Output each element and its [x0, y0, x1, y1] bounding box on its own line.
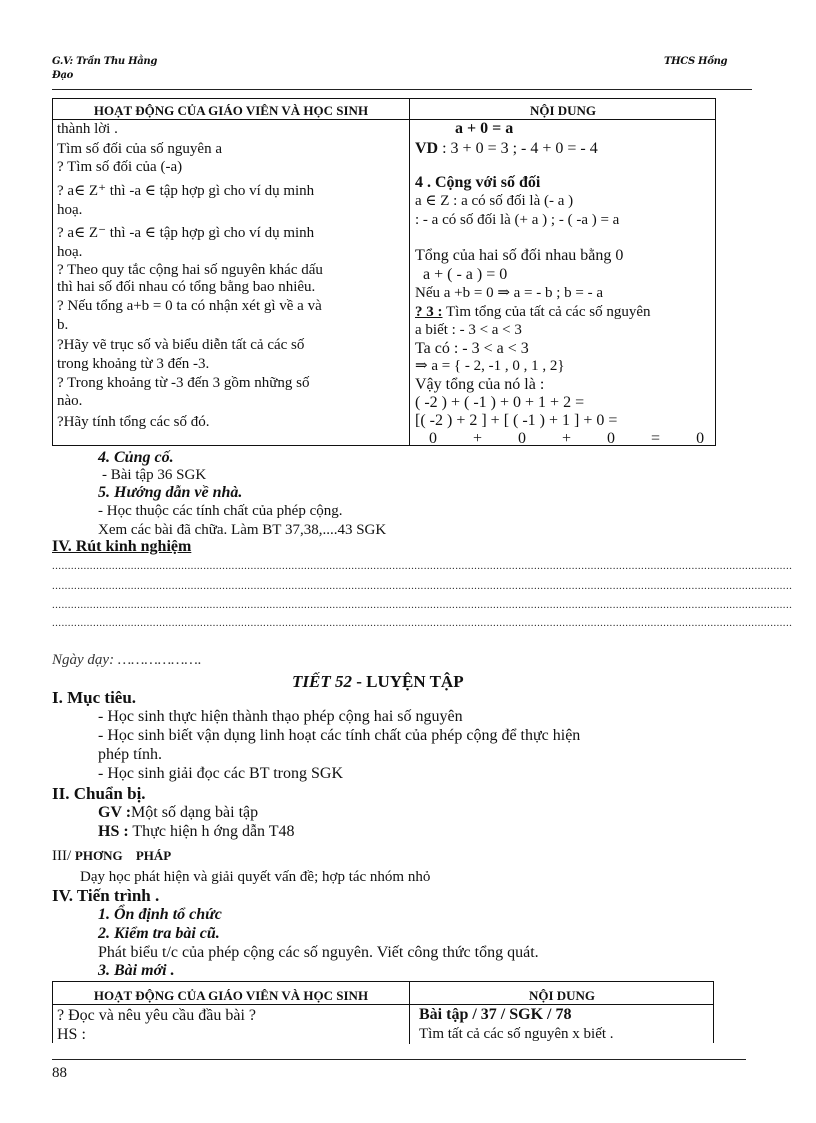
step-2-text: Phát biểu t/c của phép cộng các số nguyên. Viết công thức tổng quát. — [98, 944, 539, 961]
teacher-name: G.V: Trần Thu Hằng — [52, 56, 158, 67]
left-line: ? Trong khoảng từ -3 đến 3 gồm những số — [57, 375, 310, 391]
method-number: III/ — [52, 848, 72, 864]
left-line: hoạ. — [57, 244, 83, 260]
method-title — [52, 848, 171, 865]
homework-item-1: - Học thuộc các tính chất của phép cộng. — [98, 503, 343, 519]
homework-item-2: Xem các bài đã chữa. Làm BT 37,38,....43 SGK — [98, 522, 387, 538]
gv-text: Một số dạng bài tập — [131, 804, 259, 821]
teaching-date: Ngày dạy: ………………. — [52, 652, 202, 668]
table-divider — [409, 99, 410, 445]
hs-text: Thực hiện h ớng dẫn T48 — [132, 823, 295, 840]
page-number: 88 — [52, 1065, 67, 1081]
footer-rule — [52, 1059, 746, 1060]
objective-2: - Học sinh biết vận dụng linh hoạt các tính chất của phép cộng để thực hiện — [98, 727, 581, 744]
gv-label: GV : — [98, 804, 132, 821]
step-3: 3. Bài mới . — [98, 962, 175, 979]
right-line: Tổng của hai số đối nhau bằng 0 — [415, 247, 624, 264]
step-1: 1. Ổn định tổ chức — [98, 906, 222, 923]
header-underline — [53, 119, 715, 120]
activity-table-2 — [52, 981, 714, 1043]
right-line: a + ( - a ) = 0 — [423, 266, 508, 283]
student-prep — [98, 823, 295, 841]
table-header-activities: HOẠT ĐỘNG CỦA GIÁO VIÊN VÀ HỌC SINH — [93, 988, 369, 1003]
table2-left-line: HS : — [57, 1026, 86, 1043]
right-line: ⇒ a = { - 2, -1 , 0 , 1 , 2} — [415, 358, 565, 374]
dotted-line: ........................................................................................................................................................................................................................................... — [52, 580, 793, 592]
question-3-line — [415, 305, 651, 320]
vd-text: : 3 + 0 = 3 ; - 4 + 0 = - 4 — [442, 140, 598, 157]
table2-left-line: ? Đọc và nêu yêu cầu đầu bài ? — [57, 1007, 257, 1024]
left-line: ? Tìm số đối của (-a) — [57, 159, 183, 175]
exercise-title: Bài tập / 37 / SGK / 78 — [419, 1006, 572, 1023]
school-name: THCS Hồng — [664, 56, 728, 67]
objectives-title: I. Mục tiêu. — [52, 688, 137, 707]
right-line: Ta có : - 3 < a < 3 — [415, 340, 529, 357]
consolidation-title: 4. Củng cố. — [98, 449, 174, 466]
left-line: Tìm số đối của số nguyên a — [57, 141, 222, 157]
homework-title: 5. Hướng dẫn về nhà. — [98, 484, 243, 501]
table-header-content: NỘI DUNG — [528, 988, 596, 1003]
left-line: b. — [57, 317, 69, 333]
table-header-activities: HOẠT ĐỘNG CỦA GIÁO VIÊN VÀ HỌC SINH — [93, 103, 369, 118]
method-label: PHƠNG PHÁP — [74, 848, 172, 863]
table-header-content: NỘI DUNG — [529, 103, 597, 118]
objective-1: - Học sinh thực hiện thành thạo phép cộng hai số nguyên — [98, 708, 463, 725]
step-2: 2. Kiểm tra bài cũ. — [98, 925, 220, 942]
left-line: ?Hãy vẽ trục số và biểu diễn tất cả các số — [57, 337, 305, 353]
right-line: Nếu a +b = 0 ⇒ a = - b ; b = - a — [415, 285, 604, 301]
left-line: ? a∈ Z⁻ thì -a ∈ tập hợp gì cho ví dụ minh — [57, 225, 315, 241]
left-line: ? Nếu tổng a+b = 0 ta có nhận xét gì về a và — [57, 298, 322, 314]
preparation-title: II. Chuẩn bị. — [52, 784, 146, 803]
teacher-name-line2: Đạo — [52, 70, 73, 81]
process-title: IV. Tiến trình . — [52, 886, 160, 905]
left-line: ? Theo quy tắc cộng hai số nguyên khác dấu — [57, 262, 323, 278]
right-line: 0 + 0 + 0 = 0 — [429, 430, 705, 447]
left-line: ? a∈ Z⁺ thì -a ∈ tập hợp gì cho ví dụ minh — [57, 183, 315, 199]
hs-label: HS : — [98, 823, 129, 840]
section-4-title: 4 . Cộng với số đối — [415, 174, 541, 191]
dotted-line: ........................................................................................................................................................................................................................................... — [52, 560, 793, 572]
header-underline — [53, 1004, 713, 1005]
left-line: nào. — [57, 393, 83, 409]
right-line: : - a có số đối là (+ a ) ; - ( -a ) = a — [415, 212, 620, 228]
example-line — [415, 141, 598, 157]
dotted-line: ........................................................................................................................................................................................................................................... — [52, 617, 793, 629]
left-line: thì hai số đối nhau có tổng bằng bao nhiêu. — [57, 279, 316, 295]
lesson-title — [292, 672, 464, 692]
right-line: a ∈ Z : a có số đối là (- a ) — [415, 193, 574, 209]
left-line: trong khoảng từ 3 đến -3. — [57, 356, 210, 372]
right-line: Vậy tổng của nó là : — [415, 376, 545, 393]
method-text: Dạy học phát hiện và giải quyết vấn đề; hợp tác nhóm nhỏ — [80, 869, 431, 885]
consolidation-item: - Bài tập 36 SGK — [102, 467, 207, 483]
lesson-number: TIẾT 52 — [292, 672, 352, 691]
objective-2-cont: phép tính. — [98, 746, 162, 763]
header-rule — [52, 89, 752, 90]
right-line: [( -2 ) + 2 ] + [ ( -1 ) + 1 ] + 0 = — [415, 412, 618, 429]
lessons-learned-title: IV. Rút kinh nghiệm — [52, 538, 192, 555]
lesson-name: - LUYỆN TẬP — [356, 672, 464, 691]
dotted-line: ........................................................................................................................................................................................................................................... — [52, 599, 793, 611]
vd-label: VD — [415, 140, 439, 157]
activity-table-1 — [52, 98, 716, 446]
objective-3: - Học sinh giải đọc các BT trong SGK — [98, 765, 343, 782]
teacher-prep — [98, 804, 258, 822]
right-line: a biết : - 3 < a < 3 — [415, 322, 522, 338]
left-line: ?Hãy tính tổng các số đó. — [57, 414, 210, 430]
q3-text: Tìm tổng của tất cả các số nguyên — [445, 304, 651, 320]
left-line: hoạ. — [57, 202, 83, 218]
exercise-text: Tìm tất cả các số nguyên x biết . — [419, 1026, 614, 1042]
right-line: ( -2 ) + ( -1 ) + 0 + 1 + 2 = — [415, 394, 585, 411]
formula: a + 0 = a — [455, 120, 514, 137]
q3-label: ? 3 : — [415, 304, 443, 320]
left-line: thành lời . — [57, 121, 118, 137]
